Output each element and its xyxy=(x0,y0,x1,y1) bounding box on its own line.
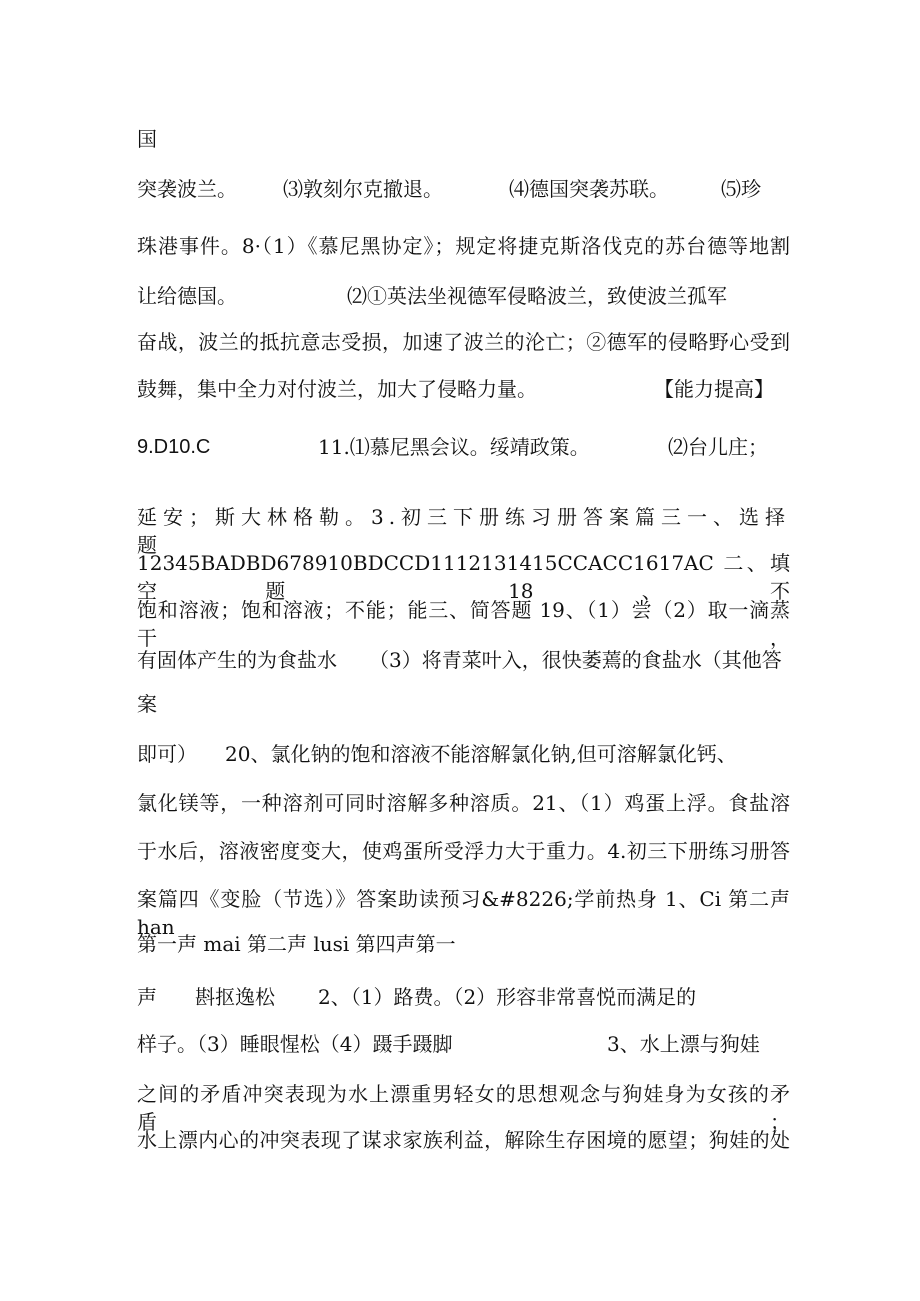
text-segment: 斟抠逸松 xyxy=(195,985,275,1009)
text-segment: ⑸珍 xyxy=(721,177,761,201)
text-line xyxy=(137,690,790,718)
text-line xyxy=(137,433,790,461)
text-segment: 3、水上漂与狗娃 xyxy=(607,1032,760,1056)
text-segment: 样子。（3）睡眼惺松（4）蹑手蹑脚 xyxy=(137,1032,453,1056)
text-line: 珠港事件。8·（1）《慕尼黑协定》；规定将捷克斯洛伐克的苏台德等地割 xyxy=(137,234,790,258)
text-line xyxy=(137,175,790,203)
text-segment: ⑵台儿庄； xyxy=(668,435,768,459)
text-line: 案篇四《变脸（节选）》答案助读预习&#8226;学前热身 1、Ci 第二声 han xyxy=(137,887,790,939)
text-segment: 【能力提高】 xyxy=(654,377,774,401)
text-segment: 突袭波兰。 xyxy=(137,177,237,201)
text-line: 水上漂内心的冲突表现了谋求家族利益，解除生存困境的愿望；狗娃的处 xyxy=(137,1128,790,1152)
text-segment: 国 xyxy=(137,127,157,151)
text-line: 12345BADBD678910BDCCD1112131415CCACC1617AC 二、填空题 18、不 xyxy=(137,551,790,603)
text-line xyxy=(137,983,790,1011)
text-line: 饱和溶液；饱和溶液；不能；能三、简答题 19、（1）尝（2）取一滴蒸干， xyxy=(137,598,790,650)
text-segment: ⑶敦刻尔克撤退。 xyxy=(283,177,443,201)
text-segment: 鼓舞，集中全力对付波兰，加大了侵略力量。 xyxy=(137,377,537,401)
text-segment: 让给德国。 xyxy=(137,284,237,308)
text-line: 氯化镁等，一种溶剂可同时溶解多种溶质。21、（1）鸡蛋上浮。食盐溶 xyxy=(137,791,790,815)
text-line xyxy=(137,282,790,310)
text-segment: ⑷德国突袭苏联。 xyxy=(509,177,669,201)
text-segment: 有固体产生的为食盐水 xyxy=(137,648,337,672)
text-segment: 即可） xyxy=(137,742,197,766)
text-segment: 2、（1）路费。（2）形容非常喜悦而满足的 xyxy=(318,985,697,1009)
text-segment: 9.D10.C xyxy=(137,436,211,458)
text-line: 延安；斯大林格勒。3.初三下册练习册答案篇三一、选择题 xyxy=(137,505,790,557)
text-line xyxy=(137,125,790,153)
text-line xyxy=(137,646,790,674)
text-segment: 11.⑴慕尼黑会议。绥靖政策。 xyxy=(318,435,590,459)
text-line xyxy=(137,1030,790,1058)
text-line: 奋战，波兰的抵抗意志受损，加速了波兰的沦亡；②德军的侵略野心受到 xyxy=(137,330,790,354)
text-segment: 第一声 mai 第二声 lusi 第四声第一 xyxy=(137,932,456,956)
text-segment: ⑵①英法坐视德军侵略波兰，致使波兰孤军 xyxy=(347,284,727,308)
text-segment: 20、氯化钠的饱和溶液不能溶解氯化钠,但可溶解氯化钙、 xyxy=(225,742,737,766)
text-line xyxy=(137,740,790,768)
text-segment: 案 xyxy=(137,692,157,716)
text-line: 之间的矛盾冲突表现为水上漂重男轻女的思想观念与狗娃身为女孩的矛盾； xyxy=(137,1082,790,1134)
text-line: 于水后，溶液密度变大，使鸡蛋所受浮力大于重力。4.初三下册练习册答 xyxy=(137,839,790,863)
text-line xyxy=(137,375,790,403)
text-segment: 声 xyxy=(137,985,157,1009)
text-segment: （3）将青菜叶入，很快萎蔫的食盐水（其他答 xyxy=(369,648,782,672)
text-line xyxy=(137,930,790,958)
